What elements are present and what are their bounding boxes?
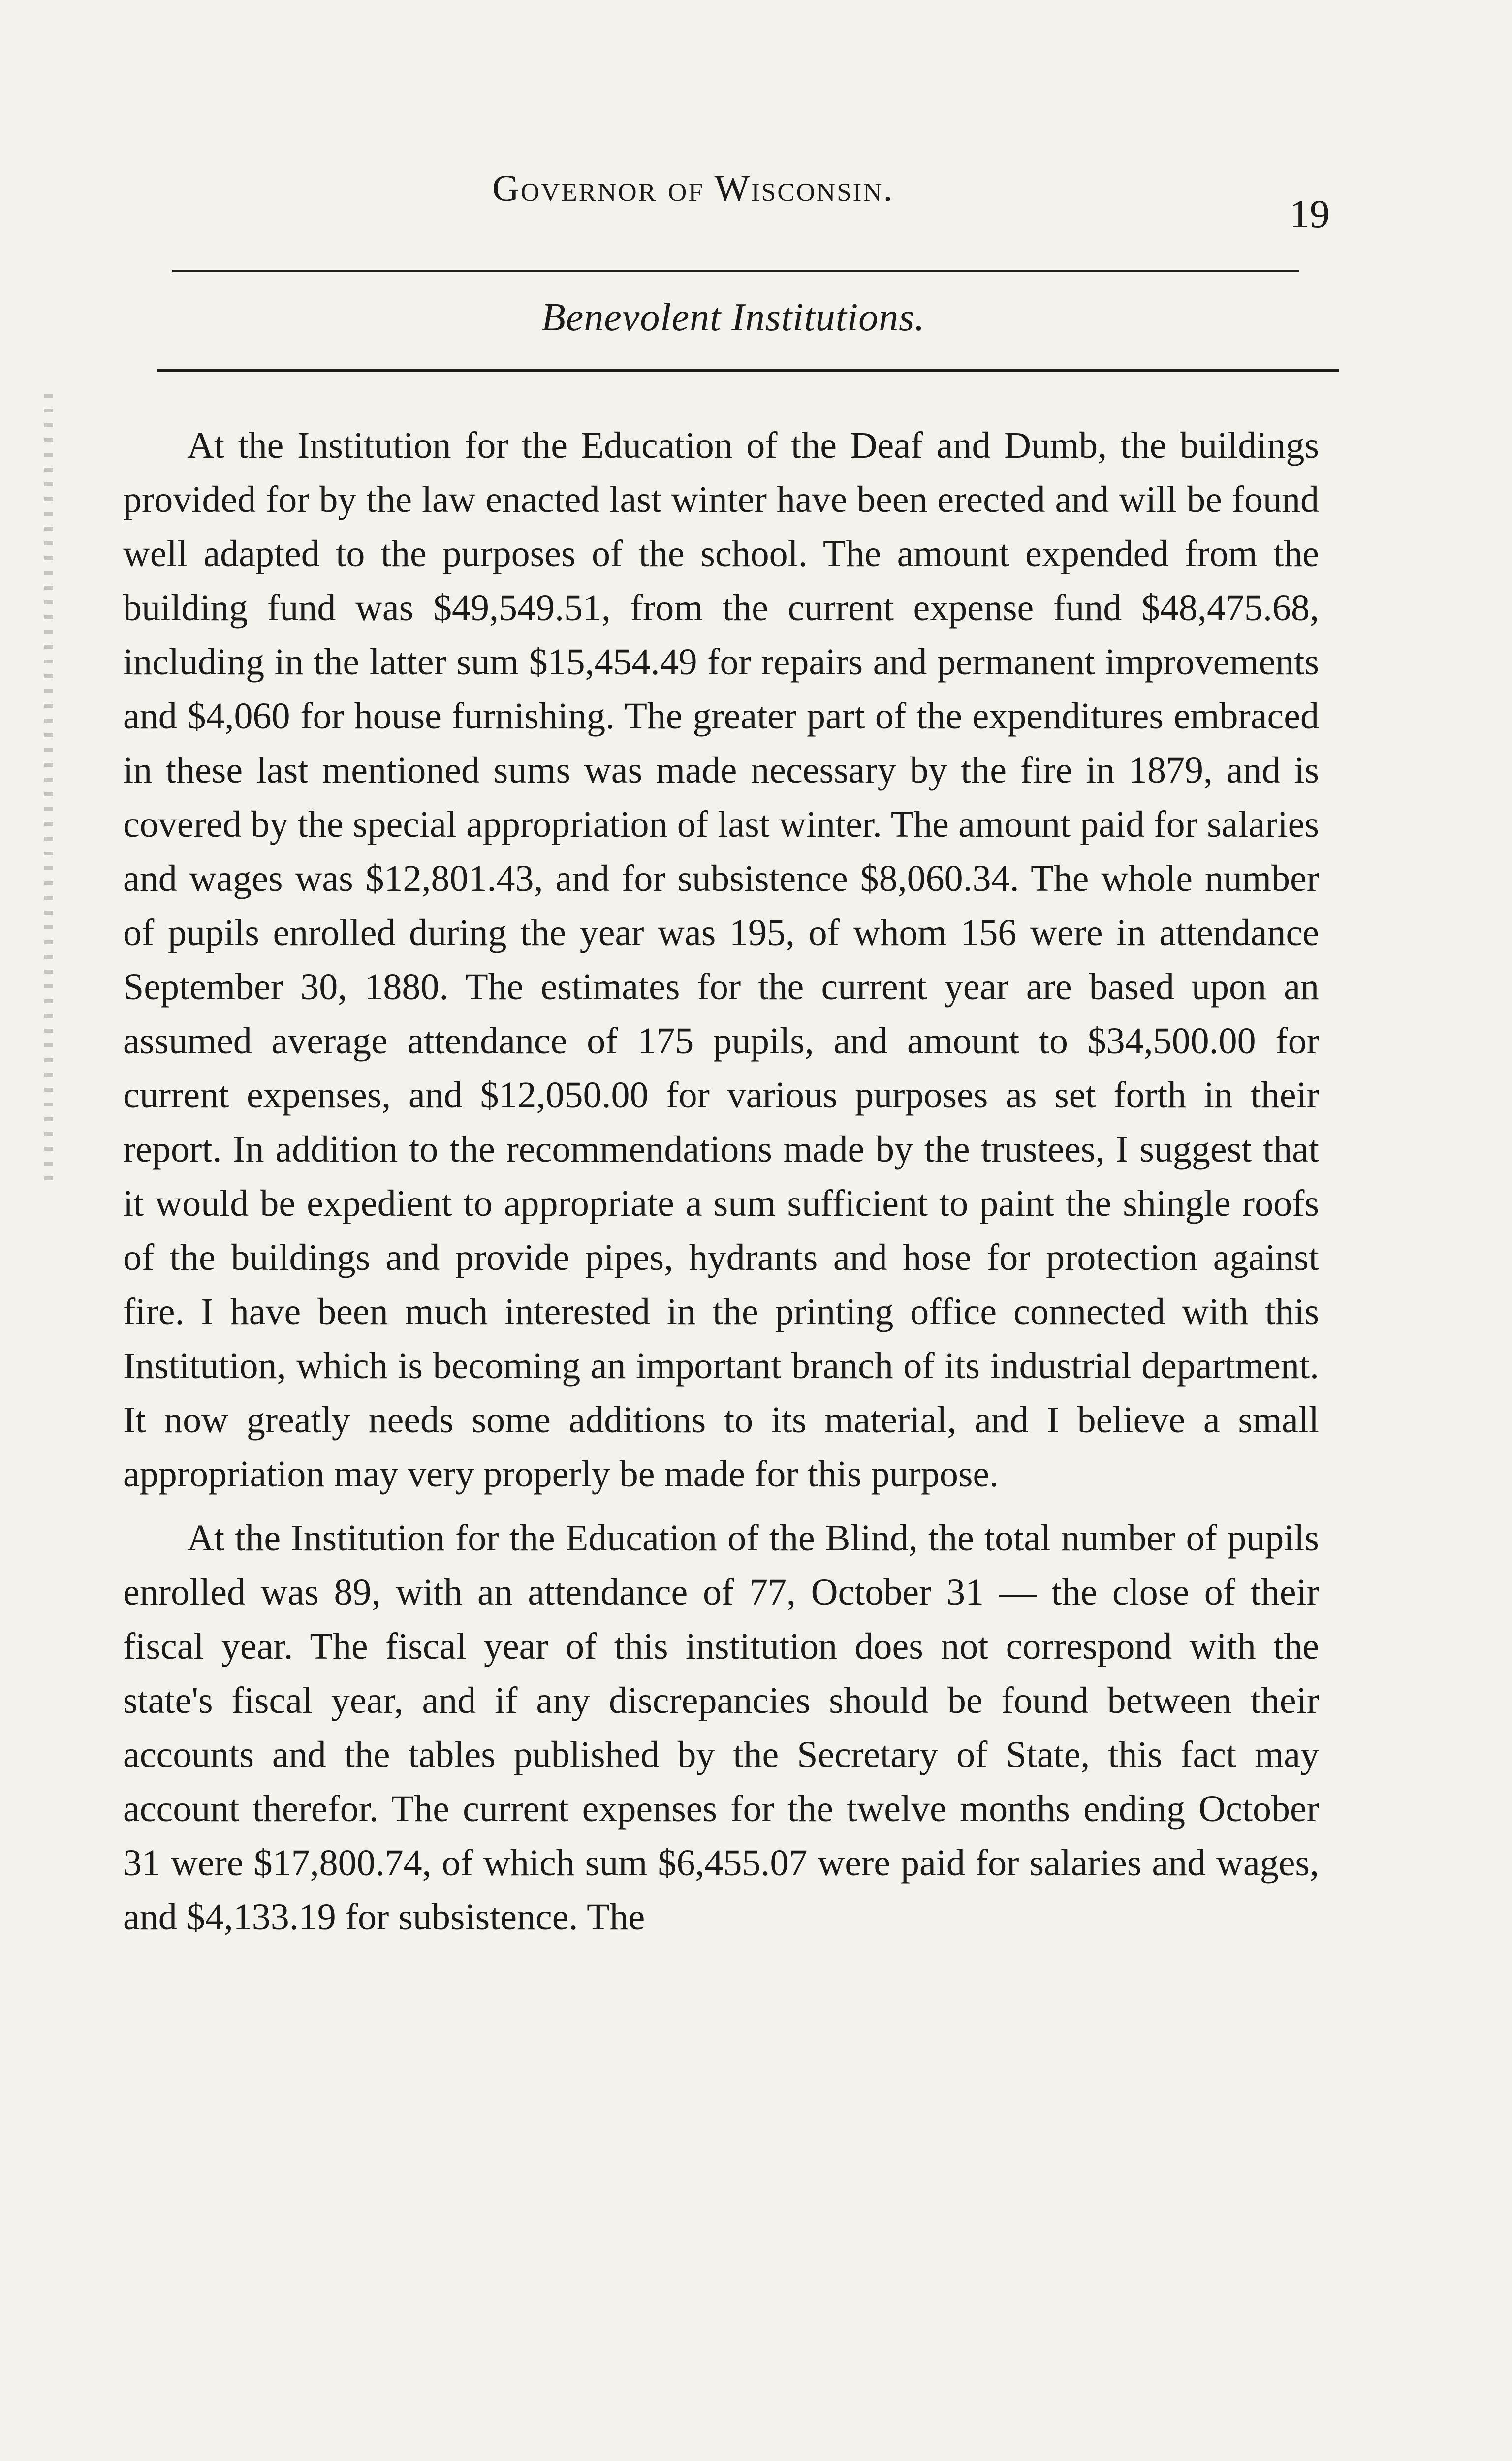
scan-margin-marks xyxy=(44,394,53,1181)
body-text xyxy=(123,418,1319,2338)
section-rule xyxy=(158,369,1339,372)
paragraph-deaf-and-dumb: At the Institution for the Education of the Deaf and Dumb, the buildings provided for by the law enacted last winter have been erected and will be found well adapted to the purposes of the school. The amount expended from the building fund was $49,549.51, from the current expense fund $48,475.68, including in the latter sum $15,454.49 for repairs and permanent improvements and $4,060 for house furnishing. The greater part of the expenditures embraced in these last mentioned sums was made necessary by the fire in 1879, and is covered by the special appropriation of last winter. The amount paid for salaries and wages was $12,801.43, and for subsistence $8,060.34. The whole number of pupils enrolled during the year was 195, of whom 156 were in attendance September 30, 1880. The estimates for the current year are based upon an assumed average attendance of 175 pupils, and amount to $34,500.00 for current expenses, and $12,050.00 for various purposes as set forth in their report. In addition to the recommendations made by the trustees, I suggest that it would be expedient to appropriate a sum sufficient to paint the shingle roofs of the buildings and provide pipes, hydrants and hose for protection against fire. I have been much interested in the printing office connected with this Institution, which is becoming an important branch of its industrial department. It now greatly needs some additions to its material, and I believe a small appropriation may very properly be made for this purpose. xyxy=(123,425,1319,1495)
paragraph-blind: At the Institution for the Education of the Blind, the total number of pupils enrolled was 89, with an attendance of 77, October 31 — the close of their fiscal year. The fiscal year of this institution does not correspond with the state's fiscal year, and if any discrepancies should be found between their accounts and the tables published by the Secretary of State, this fact may account therefor. The current expenses for the twelve months ending October 31 were $17,800.74, of which sum $6,455.07 were paid for salaries and wages, and $4,133.19 for subsistence. The xyxy=(123,1517,1319,1938)
page-number: 19 xyxy=(1290,191,1330,236)
header-rule xyxy=(172,270,1299,272)
section-title: Benevolent Institutions. xyxy=(541,296,925,339)
running-head: Governor of Wisconsin. xyxy=(492,168,894,209)
